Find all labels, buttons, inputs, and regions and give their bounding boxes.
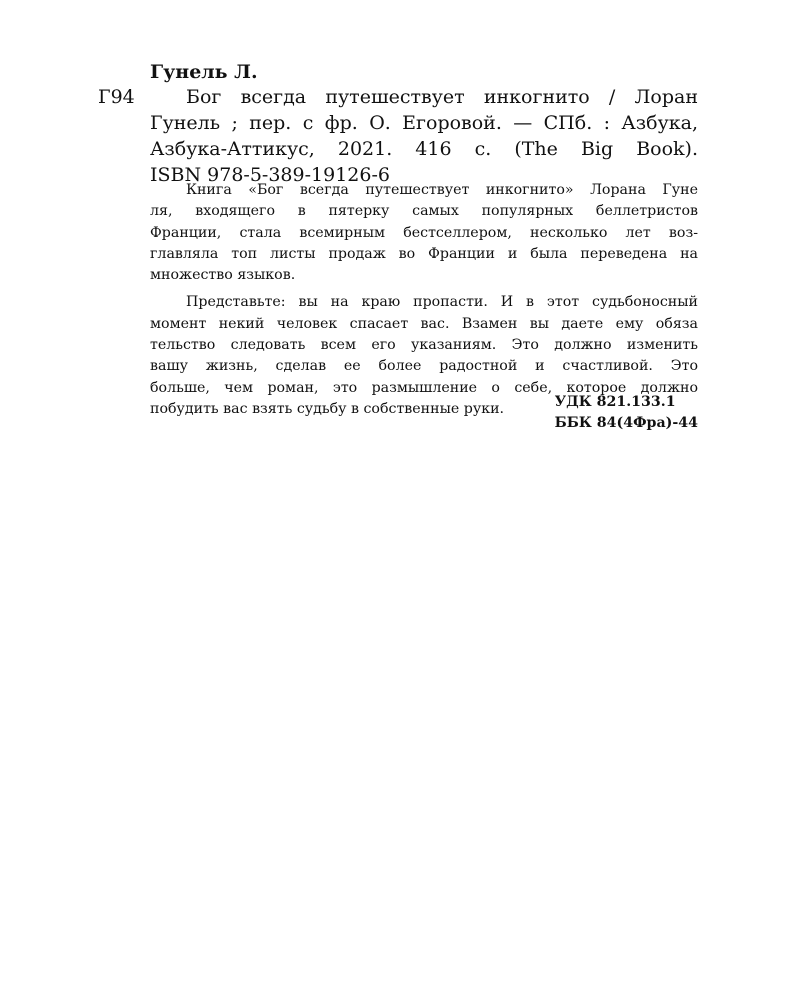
bbk-code: ББК 84(4Фра)-44 [554,415,698,431]
description-line-1: Бог всегда путешествует инкогнито / Лоран [186,86,698,108]
annotation-p2-line-3: тельство следовать всем его указаниям. Это должно изменить [150,337,698,354]
annotation-p2-line-6: побудить вас взять судьбу в собственные руки. [150,400,505,417]
annotation-p1-line-2: ля, входящего в пятерку самых популярных беллетристов [150,203,698,220]
udk-code: УДК 821.133.1 [554,394,676,410]
annotation-paragraph-1 [150,180,698,286]
annotation-p2-line-4: вашу жизнь, сделав ее более радостной и счастливой. Это [150,358,698,375]
bibliographic-description [150,84,698,188]
classification-codes [555,392,698,434]
isbn: ISBN 978-5-389-19126-6 [150,164,390,186]
author-heading: Гунель Л. [150,61,258,83]
annotation-p1-line-5: множество языков. [150,267,296,284]
annotation [150,180,698,420]
annotation-p1-line-4: главляла топ листы продаж во Франции и была переведена на [150,245,698,262]
description-line-2: Гунель ; пер. с фр. О. Егоровой. — СПб. : Азбука, [150,112,698,134]
shelf-code: Г94 [98,86,135,108]
annotation-p2-line-5: больше, чем роман, это размышление о себе, которое должно [150,379,698,396]
annotation-p1-line-3: Франции, стала всемирным бестселлером, несколько лет воз- [150,224,698,241]
annotation-p2-line-1: Представьте: вы на краю пропасти. И в этот судьбоносный [186,294,698,311]
description-line-3: Азбука-Аттикус, 2021. 416 с. (The Big Book). [150,138,698,160]
annotation-p1-line-1: Книга «Бог всегда путешествует инкогнито» Лорана Гуне [186,182,698,198]
annotation-p2-line-2: момент некий человек спасает вас. Взамен вы даете ему обяза [150,315,698,332]
